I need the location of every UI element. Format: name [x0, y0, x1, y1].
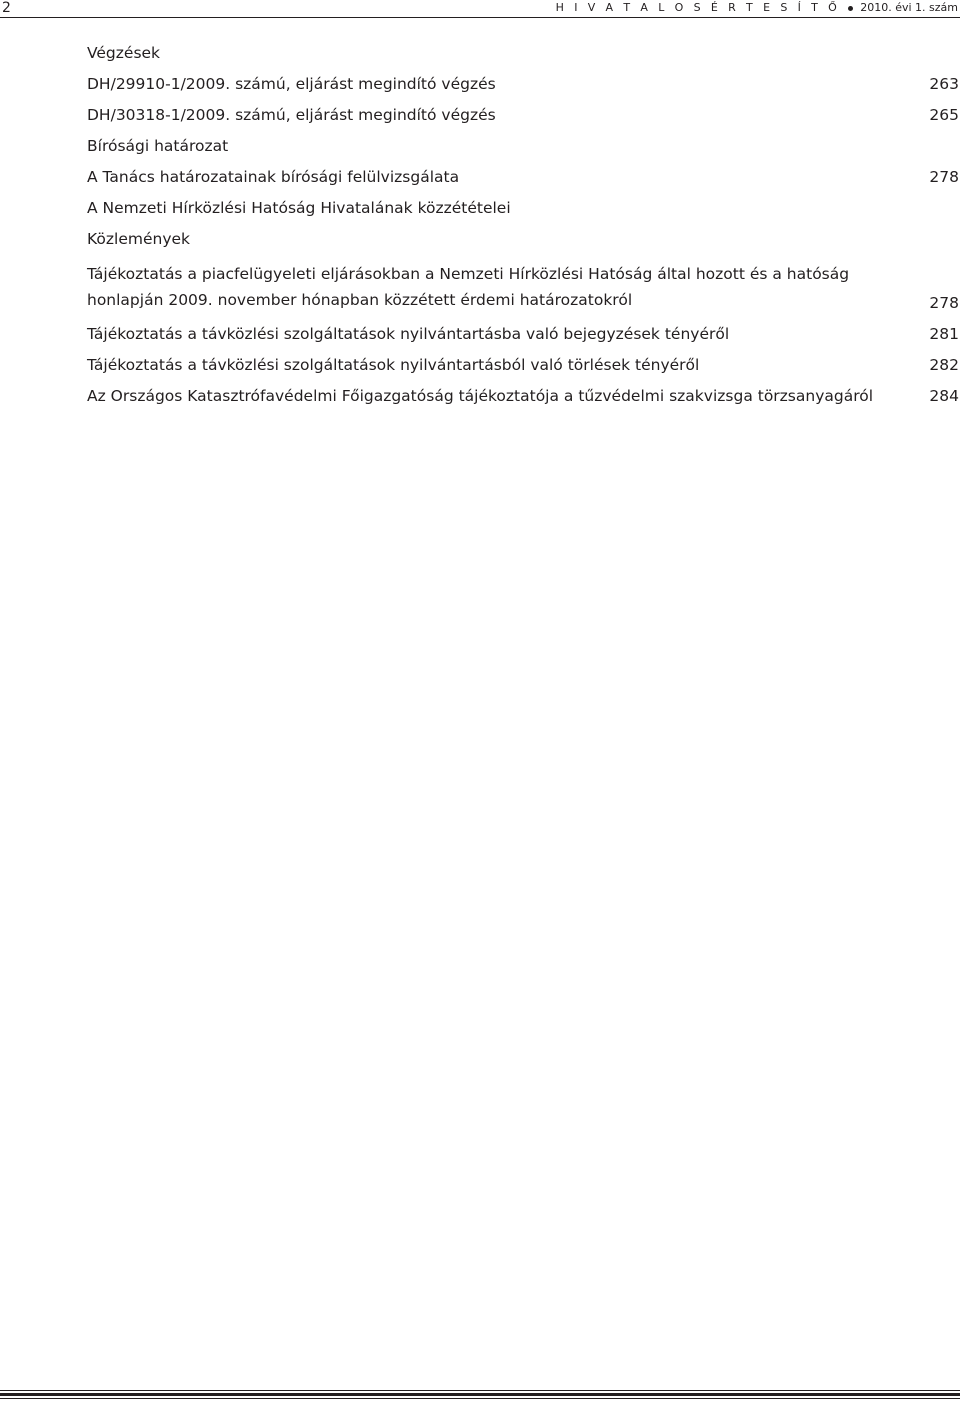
entry-title: Tájékoztatás a piacfelügyeleti eljárásokban a Nemzeti Hírközlési Hatóság által hozott és a hatóság honlapján 2009. november hónapban közzétett érdemi határozatokról: [87, 265, 850, 309]
entry-page: 278: [929, 168, 959, 186]
entry-title: A Tanács határozatainak bírósági felülvizsgálata: [87, 168, 460, 186]
entry-page: 282: [929, 356, 959, 374]
running-head: [556, 0, 958, 16]
footer-rules: [0, 1390, 960, 1401]
toc-entry[interactable]: [87, 356, 959, 375]
issue-label: 2010. évi 1. szám: [860, 1, 958, 14]
section-heading: Végzések: [87, 44, 161, 62]
toc-entry[interactable]: [87, 387, 959, 406]
entry-title: Tájékoztatás a távközlési szolgáltatások nyilvántartásba való bejegyzések tényéről: [87, 325, 730, 343]
toc-entry[interactable]: [87, 325, 959, 344]
header-rule: [0, 17, 960, 18]
entry-title: DH/29910-1/2009. számú, eljárást megindító végzés: [87, 75, 496, 93]
section-heading: Bírósági határozat: [87, 137, 229, 155]
bullet-icon: [848, 6, 853, 11]
footer-rule: [0, 1398, 960, 1399]
entry-title: Tájékoztatás a távközlési szolgáltatások nyilvántartásból való törlések tényéről: [87, 356, 700, 374]
section-heading: Közlemények: [87, 230, 190, 248]
table-of-contents: [87, 44, 959, 418]
footer-rule: [0, 1390, 960, 1391]
entry-page: 265: [929, 106, 959, 124]
entry-title: Az Országos Katasztrófavédelmi Főigazgatóság tájékoztatója a tűzvédelmi szakvizsga törzsanyagáról: [87, 387, 874, 405]
page-number: 2: [2, 0, 11, 16]
entry-title: DH/30318-1/2009. számú, eljárást megindító végzés: [87, 106, 496, 124]
journal-title: H I V A T A L O S É R T E S Í T Ő: [555, 1, 841, 14]
toc-entry[interactable]: [87, 75, 959, 94]
section-heading: A Nemzeti Hírközlési Hatóság Hivatalának közzétételei: [87, 199, 511, 217]
toc-entry[interactable]: [87, 106, 959, 125]
entry-page: 284: [929, 387, 959, 405]
entry-page: 263: [929, 75, 959, 93]
entry-page: 281: [929, 325, 959, 343]
entry-page: 278: [929, 294, 959, 312]
toc-entry[interactable]: [87, 261, 959, 313]
toc-entry[interactable]: [87, 168, 959, 187]
footer-rule: [0, 1393, 960, 1396]
